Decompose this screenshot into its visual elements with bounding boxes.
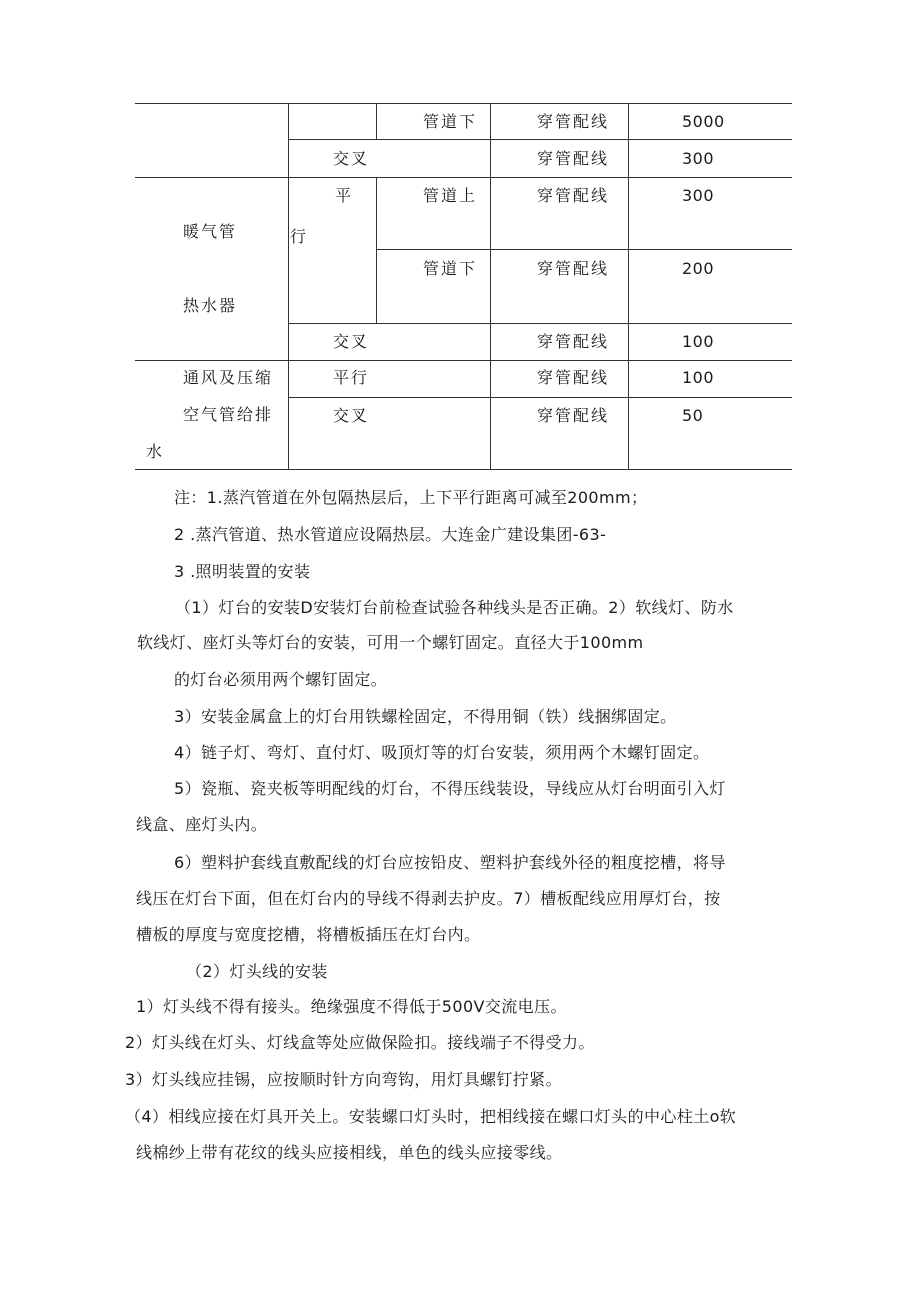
- table-cell-sub: 管道下: [423, 259, 478, 278]
- paragraph-line: 线盒、座灯头内。: [136, 815, 268, 834]
- table-rule: [288, 397, 792, 398]
- table-rule: [135, 177, 792, 178]
- table-rule: [376, 103, 377, 139]
- table-rule: [490, 103, 491, 469]
- list-item: 3）灯头线应挂锡，应按顺时针方向弯钩，用灯具螺钉拧紧。: [125, 1070, 562, 1089]
- paragraph-line: 线压在灯台下面，但在灯台内的导线不得剥去护皮。7）槽板配线应用厚灯台，按: [136, 889, 721, 908]
- note-1: 注：1.蒸汽管道在外包隔热层后，上下平行距离可减至200mm；: [174, 488, 648, 507]
- list-item: 线棉纱上带有花纹的线头应接相线，单色的线头应接零线。: [136, 1143, 563, 1162]
- list-item: 2）灯头线在灯头、灯线盒等处应做保险扣。接线端子不得受力。: [125, 1033, 595, 1052]
- list-item: （4）相线应接在灯具开关上。安装螺口灯头时，把相线接在螺口灯头的中心柱土o软: [125, 1107, 737, 1126]
- table-cell-sub: 管道下: [423, 112, 478, 131]
- table-cell-category: 通风及压缩: [183, 368, 274, 387]
- table-cell-value: 100: [682, 368, 715, 387]
- table-cell-value: 300: [682, 149, 715, 168]
- table-cell-method: 穿管配线: [537, 112, 610, 131]
- table-cell-value: 100: [682, 332, 715, 351]
- paragraph-line: 6）塑料护套线直敷配线的灯台应按铅皮、塑料护套线外径的粗度挖槽，将导: [174, 853, 726, 872]
- table-cell-value: 50: [682, 406, 704, 425]
- table-cell-method: 穿管配线: [537, 149, 610, 168]
- paragraph-line: 4）链子灯、弯灯、直付灯、吸顶灯等的灯台安装，须用两个木螺钉固定。: [174, 743, 710, 762]
- table-cell-parallel: 平行: [333, 368, 370, 387]
- section-heading: 3 .照明装置的安装: [174, 562, 311, 581]
- table-cell-category: 暖气管: [183, 222, 238, 241]
- paragraph-line: 槽板的厚度与宽度挖槽，将槽板插压在灯台内。: [136, 925, 481, 944]
- table-cell-parallel: 平: [335, 186, 354, 205]
- list-item: 1）灯头线不得有接头。绝缘强度不得低于500V交流电压。: [136, 997, 567, 1016]
- table-rule: [288, 323, 792, 324]
- table-cell-category: 热水器: [183, 296, 238, 315]
- table-cell-cross: 交叉: [333, 406, 370, 425]
- table-cell-cross: 交叉: [333, 149, 370, 168]
- table-cell-method: 穿管配线: [537, 332, 610, 351]
- table-rule: [135, 469, 792, 470]
- paragraph-line: （1）灯台的安装D安装灯台前检查试验各种线头是否正确。2）软线灯、防水: [175, 598, 734, 617]
- table-cell-method: 穿管配线: [537, 259, 610, 278]
- table-rule: [288, 103, 289, 469]
- paragraph-line: 的灯台必须用两个螺钉固定。: [174, 670, 388, 689]
- table-cell-sub: 管道上: [423, 186, 478, 205]
- table-rule: [135, 360, 792, 361]
- table-cell-value: 5000: [682, 112, 725, 131]
- table-cell-method: 穿管配线: [537, 368, 610, 387]
- table-rule: [376, 249, 792, 250]
- table-cell-method: 穿管配线: [537, 406, 610, 425]
- table-cell-method: 穿管配线: [537, 186, 610, 205]
- paragraph-line: 5）瓷瓶、瓷夹板等明配线的灯台，不得压线装设，导线应从灯台明面引入灯: [174, 779, 726, 798]
- table-cell-value: 300: [682, 186, 715, 205]
- table-cell-category: 水: [146, 442, 165, 461]
- table-cell-value: 200: [682, 259, 715, 278]
- subsection-heading: （2）灯头线的安装: [186, 962, 328, 981]
- table-cell-category: 空气管给排: [183, 405, 274, 424]
- table-cell-parallel: 行: [290, 227, 309, 246]
- note-2: 2 .蒸汽管道、热水管道应设隔热层。大连金广建设集团-63-: [174, 525, 607, 544]
- table-rule: [288, 139, 792, 140]
- table-rule: [135, 103, 792, 104]
- table-rule: [628, 103, 629, 469]
- paragraph-line: 软线灯、座灯头等灯台的安装，可用一个螺钉固定。直径大于100mm: [137, 633, 644, 652]
- table-cell-cross: 交叉: [333, 332, 370, 351]
- table-rule: [376, 177, 377, 323]
- paragraph-line: 3）安装金属盒上的灯台用铁螺栓固定，不得用铜（铁）线捆绑固定。: [174, 707, 677, 726]
